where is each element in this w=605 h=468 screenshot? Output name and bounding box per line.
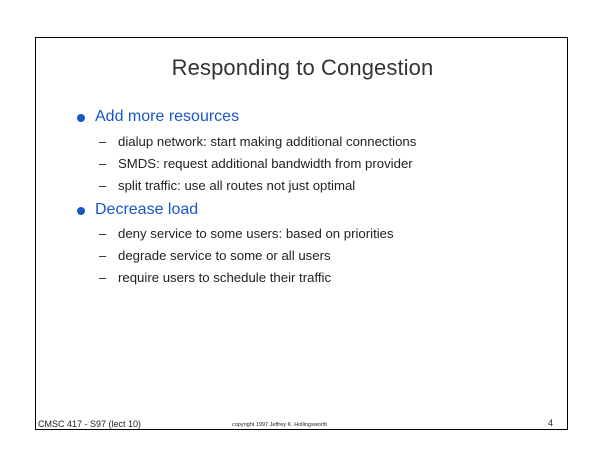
page-number: 4 xyxy=(548,418,554,428)
dash-icon: – xyxy=(99,226,107,241)
footer-course: CMSC 417 - S97 (lect 10) xyxy=(38,419,142,429)
sub-item-2-2: degrade service to some or all users xyxy=(118,248,331,263)
footer-copyright: copyright 1997 Jeffrey K. Hollingsworth xyxy=(232,422,328,428)
sub-item-2-1: deny service to some users: based on priorities xyxy=(118,226,394,241)
bullet-dot-icon xyxy=(77,207,85,215)
dash-icon: – xyxy=(99,248,107,263)
sub-item-1-1: dialup network: start making additional connections xyxy=(118,134,417,149)
slide-title: Responding to Congestion xyxy=(171,55,434,80)
dash-icon: – xyxy=(99,178,107,193)
sub-item-1-3: split traffic: use all routes not just optimal xyxy=(118,178,356,193)
bullet-dot-icon xyxy=(77,114,85,122)
sub-item-2-3: require users to schedule their traffic xyxy=(118,270,332,285)
bullet-item-1: Add more resources xyxy=(95,108,240,125)
dash-icon: – xyxy=(99,134,107,149)
sub-item-1-2: SMDS: request additional bandwidth from provider xyxy=(118,156,413,171)
bullet-item-2: Decrease load xyxy=(95,201,199,218)
dash-icon: – xyxy=(99,156,107,171)
dash-icon: – xyxy=(99,270,107,285)
